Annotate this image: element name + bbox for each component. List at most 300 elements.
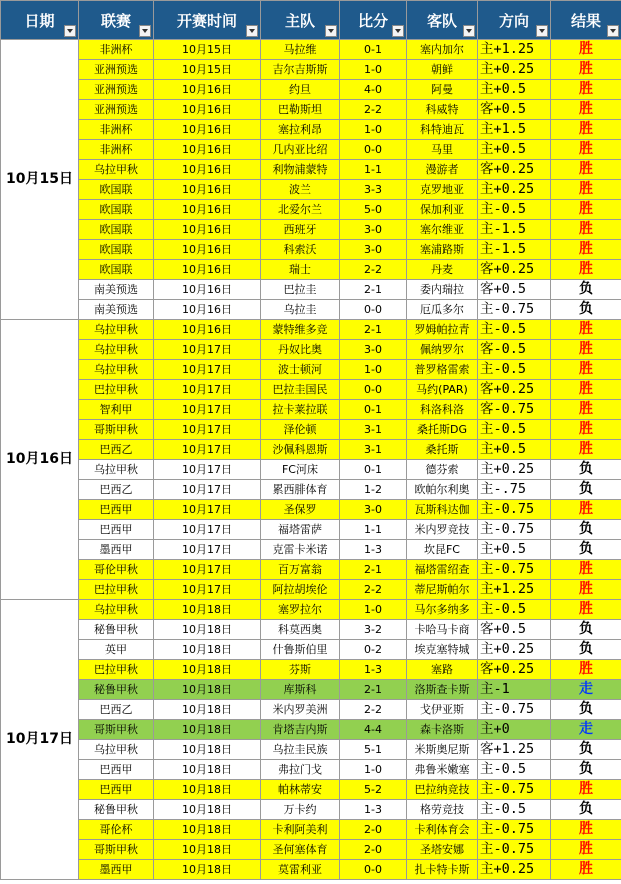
cell-home: 百万富翁	[261, 560, 340, 580]
cell-time: 10月16日	[154, 240, 261, 260]
cell-direction: 主-1.5	[478, 220, 551, 240]
table-row	[1, 700, 621, 720]
cell-time: 10月16日	[154, 100, 261, 120]
cell-league: 哥斯甲秋	[79, 720, 154, 740]
filter-dropdown-icon[interactable]	[325, 25, 337, 37]
cell-time: 10月18日	[154, 800, 261, 820]
header-row	[1, 1, 621, 40]
cell-away: 塞浦路斯	[407, 240, 478, 260]
cell-score: 2-0	[340, 820, 407, 840]
cell-home: 帕林蒂安	[261, 780, 340, 800]
cell-home: 北爱尔兰	[261, 200, 340, 220]
cell-league: 亚洲预选	[79, 80, 154, 100]
table-row	[1, 420, 621, 440]
table-row	[1, 460, 621, 480]
cell-score: 1-2	[340, 480, 407, 500]
cell-league: 欧国联	[79, 180, 154, 200]
table-row	[1, 440, 621, 460]
cell-score: 1-1	[340, 160, 407, 180]
cell-away: 委内瑞拉	[407, 280, 478, 300]
cell-score: 1-0	[340, 760, 407, 780]
cell-home: 瑞士	[261, 260, 340, 280]
cell-time: 10月18日	[154, 640, 261, 660]
cell-time: 10月16日	[154, 220, 261, 240]
cell-result: 胜	[551, 600, 621, 620]
cell-away: 塞路	[407, 660, 478, 680]
cell-away: 漫游者	[407, 160, 478, 180]
cell-home: 福塔雷萨	[261, 520, 340, 540]
table-row	[1, 120, 621, 140]
cell-score: 3-1	[340, 420, 407, 440]
cell-time: 10月16日	[154, 320, 261, 340]
cell-result: 胜	[551, 820, 621, 840]
cell-direction: 客+0.25	[478, 380, 551, 400]
cell-direction: 主-0.75	[478, 500, 551, 520]
cell-result: 胜	[551, 660, 621, 680]
cell-direction: 主-0.5	[478, 200, 551, 220]
cell-home: 阿拉胡埃伦	[261, 580, 340, 600]
cell-result: 胜	[551, 360, 621, 380]
cell-score: 5-2	[340, 780, 407, 800]
cell-result: 负	[551, 540, 621, 560]
cell-league: 哥伦甲秋	[79, 560, 154, 580]
cell-league: 巴拉甲秋	[79, 580, 154, 600]
cell-home: 几内亚比绍	[261, 140, 340, 160]
cell-result: 胜	[551, 160, 621, 180]
cell-score: 4-0	[340, 80, 407, 100]
header-date: 日期	[1, 1, 79, 40]
cell-result: 胜	[551, 780, 621, 800]
cell-direction: 主+0.5	[478, 540, 551, 560]
cell-league: 亚洲预选	[79, 100, 154, 120]
cell-direction: 主-0.5	[478, 420, 551, 440]
cell-away: 圣塔安娜	[407, 840, 478, 860]
cell-direction: 主-0.75	[478, 780, 551, 800]
cell-league: 墨西甲	[79, 860, 154, 880]
cell-league: 乌拉甲秋	[79, 360, 154, 380]
cell-league: 乌拉甲秋	[79, 740, 154, 760]
cell-time: 10月18日	[154, 660, 261, 680]
table-row	[1, 360, 621, 380]
cell-score: 3-0	[340, 500, 407, 520]
cell-home: 拉卡莱拉联	[261, 400, 340, 420]
cell-date: 10月15日	[1, 40, 79, 320]
cell-result: 胜	[551, 320, 621, 340]
cell-result: 负	[551, 300, 621, 320]
header-direction: 方向	[478, 1, 551, 40]
table-row	[1, 680, 621, 700]
cell-home: 米内罗美洲	[261, 700, 340, 720]
cell-time: 10月16日	[154, 120, 261, 140]
cell-away: 洛斯查卡斯	[407, 680, 478, 700]
cell-home: 弗拉门戈	[261, 760, 340, 780]
cell-time: 10月17日	[154, 460, 261, 480]
cell-league: 乌拉甲秋	[79, 340, 154, 360]
cell-home: 吉尔吉斯斯	[261, 60, 340, 80]
cell-away: 塞尔维亚	[407, 220, 478, 240]
table-row	[1, 240, 621, 260]
cell-away: 塞内加尔	[407, 40, 478, 60]
cell-away: 厄瓜多尔	[407, 300, 478, 320]
cell-league: 秘鲁甲秋	[79, 680, 154, 700]
header-time: 开赛时间	[154, 1, 261, 40]
cell-direction: 客-0.75	[478, 400, 551, 420]
cell-result: 胜	[551, 500, 621, 520]
cell-home: 泽伦顿	[261, 420, 340, 440]
cell-away: 科洛科洛	[407, 400, 478, 420]
cell-away: 卡哈马卡商	[407, 620, 478, 640]
filter-dropdown-icon[interactable]	[463, 25, 475, 37]
cell-league: 乌拉甲秋	[79, 600, 154, 620]
cell-time: 10月16日	[154, 80, 261, 100]
table-row	[1, 520, 621, 540]
header-away: 客队	[407, 1, 478, 40]
cell-away: 蒂尼斯帕尔	[407, 580, 478, 600]
cell-home: 万卡约	[261, 800, 340, 820]
cell-home: 巴拉圭国民	[261, 380, 340, 400]
cell-score: 0-0	[340, 140, 407, 160]
cell-direction: 主+0.25	[478, 180, 551, 200]
cell-league: 亚洲预选	[79, 60, 154, 80]
cell-home: 巴勒斯坦	[261, 100, 340, 120]
cell-time: 10月18日	[154, 720, 261, 740]
cell-away: 格劳竞技	[407, 800, 478, 820]
table-row	[1, 160, 621, 180]
cell-home: 巴拉圭	[261, 280, 340, 300]
table-row	[1, 280, 621, 300]
table-row	[1, 60, 621, 80]
cell-score: 2-2	[340, 100, 407, 120]
cell-result: 胜	[551, 380, 621, 400]
cell-score: 1-1	[340, 520, 407, 540]
cell-score: 0-1	[340, 460, 407, 480]
cell-away: 瓦斯科达伽	[407, 500, 478, 520]
cell-direction: 主+0.5	[478, 140, 551, 160]
filter-dropdown-icon[interactable]	[536, 25, 548, 37]
cell-league: 巴拉甲秋	[79, 380, 154, 400]
cell-direction: 主-0.75	[478, 820, 551, 840]
cell-away: 朝鲜	[407, 60, 478, 80]
cell-result: 负	[551, 800, 621, 820]
cell-score: 1-0	[340, 600, 407, 620]
cell-home: 什鲁斯伯里	[261, 640, 340, 660]
cell-league: 乌拉甲秋	[79, 160, 154, 180]
cell-date: 10月17日	[1, 600, 79, 880]
cell-league: 南美预选	[79, 280, 154, 300]
cell-direction: 主+0.25	[478, 640, 551, 660]
cell-home: 肯塔吉内斯	[261, 720, 340, 740]
cell-away: 马约(PAR)	[407, 380, 478, 400]
cell-time: 10月18日	[154, 620, 261, 640]
table-row	[1, 820, 621, 840]
cell-time: 10月16日	[154, 260, 261, 280]
filter-dropdown-icon[interactable]	[246, 25, 258, 37]
cell-score: 2-1	[340, 680, 407, 700]
table-row	[1, 540, 621, 560]
cell-result: 胜	[551, 560, 621, 580]
cell-home: FC河床	[261, 460, 340, 480]
cell-home: 约旦	[261, 80, 340, 100]
table-row	[1, 40, 621, 60]
cell-direction: 主+0.5	[478, 80, 551, 100]
cell-time: 10月17日	[154, 360, 261, 380]
cell-home: 芬斯	[261, 660, 340, 680]
table-row	[1, 320, 621, 340]
cell-direction: 主-0.5	[478, 320, 551, 340]
cell-direction: 主-0.75	[478, 700, 551, 720]
cell-direction: 主+0.5	[478, 440, 551, 460]
cell-time: 10月15日	[154, 40, 261, 60]
cell-away: 科特迪瓦	[407, 120, 478, 140]
cell-direction: 主-1	[478, 680, 551, 700]
cell-away: 罗姆帕拉青	[407, 320, 478, 340]
table-row	[1, 340, 621, 360]
cell-direction: 主-.75	[478, 480, 551, 500]
cell-result: 胜	[551, 440, 621, 460]
table-row	[1, 780, 621, 800]
cell-time: 10月18日	[154, 680, 261, 700]
cell-home: 卡利阿美利	[261, 820, 340, 840]
cell-direction: 客+0.25	[478, 260, 551, 280]
cell-score: 3-0	[340, 220, 407, 240]
cell-home: 西班牙	[261, 220, 340, 240]
cell-result: 负	[551, 700, 621, 720]
cell-time: 10月18日	[154, 600, 261, 620]
cell-home: 塞拉利昂	[261, 120, 340, 140]
cell-result: 负	[551, 460, 621, 480]
table-row	[1, 600, 621, 620]
cell-result: 胜	[551, 40, 621, 60]
table-row	[1, 620, 621, 640]
cell-home: 蒙特维多竞	[261, 320, 340, 340]
cell-score: 1-0	[340, 60, 407, 80]
cell-away: 普罗格雷索	[407, 360, 478, 380]
cell-time: 10月16日	[154, 280, 261, 300]
cell-league: 南美预选	[79, 300, 154, 320]
cell-score: 3-2	[340, 620, 407, 640]
cell-home: 丹奴比奥	[261, 340, 340, 360]
cell-away: 坎昆FC	[407, 540, 478, 560]
cell-league: 巴西乙	[79, 480, 154, 500]
table-row	[1, 100, 621, 120]
cell-result: 走	[551, 720, 621, 740]
cell-time: 10月18日	[154, 760, 261, 780]
cell-direction: 主+1.5	[478, 120, 551, 140]
cell-score: 2-0	[340, 840, 407, 860]
cell-league: 欧国联	[79, 240, 154, 260]
cell-direction: 主-0.75	[478, 520, 551, 540]
filter-dropdown-icon[interactable]	[139, 25, 151, 37]
cell-result: 负	[551, 520, 621, 540]
cell-result: 胜	[551, 860, 621, 880]
cell-time: 10月17日	[154, 540, 261, 560]
cell-direction: 客+0.5	[478, 100, 551, 120]
table-row	[1, 400, 621, 420]
cell-league: 巴西甲	[79, 500, 154, 520]
cell-away: 马里	[407, 140, 478, 160]
cell-league: 欧国联	[79, 220, 154, 240]
cell-score: 0-2	[340, 640, 407, 660]
cell-time: 10月17日	[154, 340, 261, 360]
table-row	[1, 800, 621, 820]
cell-direction: 主-0.75	[478, 560, 551, 580]
cell-home: 圣何塞体育	[261, 840, 340, 860]
cell-time: 10月17日	[154, 520, 261, 540]
cell-score: 2-2	[340, 700, 407, 720]
cell-league: 巴拉甲秋	[79, 660, 154, 680]
cell-direction: 客+0.5	[478, 620, 551, 640]
table-row	[1, 580, 621, 600]
header-score: 比分	[340, 1, 407, 40]
cell-time: 10月16日	[154, 180, 261, 200]
cell-time: 10月15日	[154, 60, 261, 80]
cell-time: 10月17日	[154, 480, 261, 500]
cell-result: 负	[551, 480, 621, 500]
cell-score: 3-1	[340, 440, 407, 460]
cell-result: 胜	[551, 180, 621, 200]
cell-time: 10月16日	[154, 160, 261, 180]
cell-direction: 主+0.25	[478, 460, 551, 480]
cell-home: 累西腓体育	[261, 480, 340, 500]
cell-direction: 主-0.5	[478, 760, 551, 780]
cell-direction: 主-0.75	[478, 840, 551, 860]
table-row	[1, 840, 621, 860]
cell-score: 5-1	[340, 740, 407, 760]
cell-away: 欧帕尔利奥	[407, 480, 478, 500]
table-row	[1, 260, 621, 280]
cell-home: 波兰	[261, 180, 340, 200]
table-row	[1, 380, 621, 400]
cell-away: 扎卡特卡斯	[407, 860, 478, 880]
table-row	[1, 740, 621, 760]
cell-league: 智利甲	[79, 400, 154, 420]
cell-away: 德芬索	[407, 460, 478, 480]
cell-home: 波士顿河	[261, 360, 340, 380]
cell-league: 巴西乙	[79, 440, 154, 460]
cell-direction: 主+0.25	[478, 60, 551, 80]
cell-time: 10月18日	[154, 700, 261, 720]
cell-league: 巴西乙	[79, 700, 154, 720]
cell-league: 哥伦杯	[79, 820, 154, 840]
cell-score: 0-0	[340, 860, 407, 880]
cell-score: 3-0	[340, 240, 407, 260]
filter-dropdown-icon[interactable]	[607, 25, 619, 37]
cell-league: 非洲杯	[79, 120, 154, 140]
table-row	[1, 220, 621, 240]
cell-result: 胜	[551, 400, 621, 420]
cell-result: 胜	[551, 100, 621, 120]
cell-score: 2-1	[340, 560, 407, 580]
table-row	[1, 200, 621, 220]
cell-score: 3-0	[340, 340, 407, 360]
cell-away: 克罗地亚	[407, 180, 478, 200]
cell-time: 10月17日	[154, 420, 261, 440]
cell-league: 英甲	[79, 640, 154, 660]
cell-time: 10月17日	[154, 560, 261, 580]
cell-time: 10月16日	[154, 140, 261, 160]
cell-score: 1-0	[340, 360, 407, 380]
filter-dropdown-icon[interactable]	[392, 25, 404, 37]
cell-league: 乌拉甲秋	[79, 320, 154, 340]
cell-league: 非洲杯	[79, 140, 154, 160]
cell-result: 胜	[551, 220, 621, 240]
cell-home: 乌拉圭民族	[261, 740, 340, 760]
cell-home: 科莫西奥	[261, 620, 340, 640]
cell-direction: 主+1.25	[478, 40, 551, 60]
cell-direction: 客+0.25	[478, 160, 551, 180]
header-result: 结果	[551, 1, 621, 40]
cell-result: 胜	[551, 240, 621, 260]
cell-result: 负	[551, 760, 621, 780]
cell-league: 巴西甲	[79, 760, 154, 780]
cell-league: 秘鲁甲秋	[79, 620, 154, 640]
cell-direction: 客+0.5	[478, 280, 551, 300]
cell-away: 保加利亚	[407, 200, 478, 220]
filter-dropdown-icon[interactable]	[64, 25, 76, 37]
cell-score: 1-0	[340, 120, 407, 140]
cell-result: 胜	[551, 260, 621, 280]
table-row	[1, 660, 621, 680]
cell-away: 米斯奥尼斯	[407, 740, 478, 760]
cell-time: 10月18日	[154, 840, 261, 860]
cell-direction: 主-0.5	[478, 800, 551, 820]
table-row	[1, 500, 621, 520]
cell-score: 2-2	[340, 580, 407, 600]
cell-score: 1-3	[340, 800, 407, 820]
cell-home: 克雷卡米诺	[261, 540, 340, 560]
cell-score: 4-4	[340, 720, 407, 740]
cell-league: 哥斯甲秋	[79, 420, 154, 440]
cell-result: 胜	[551, 420, 621, 440]
cell-direction: 主-0.5	[478, 600, 551, 620]
cell-away: 桑托斯	[407, 440, 478, 460]
table-row	[1, 480, 621, 500]
table-row	[1, 180, 621, 200]
cell-away: 阿曼	[407, 80, 478, 100]
cell-time: 10月18日	[154, 780, 261, 800]
cell-direction: 主-0.5	[478, 360, 551, 380]
cell-score: 0-0	[340, 300, 407, 320]
header-league: 联赛	[79, 1, 154, 40]
cell-time: 10月17日	[154, 400, 261, 420]
cell-home: 库斯科	[261, 680, 340, 700]
cell-home: 塞罗拉尔	[261, 600, 340, 620]
cell-direction: 主+0.25	[478, 860, 551, 880]
cell-away: 佩纳罗尔	[407, 340, 478, 360]
cell-time: 10月16日	[154, 200, 261, 220]
table-row	[1, 140, 621, 160]
cell-result: 负	[551, 640, 621, 660]
cell-away: 巴拉纳竞技	[407, 780, 478, 800]
cell-result: 胜	[551, 200, 621, 220]
cell-away: 戈伊亚斯	[407, 700, 478, 720]
cell-result: 胜	[551, 60, 621, 80]
cell-away: 科威特	[407, 100, 478, 120]
cell-home: 科索沃	[261, 240, 340, 260]
cell-result: 胜	[551, 840, 621, 860]
cell-league: 秘鲁甲秋	[79, 800, 154, 820]
cell-result: 胜	[551, 80, 621, 100]
cell-time: 10月17日	[154, 500, 261, 520]
cell-home: 莫雷利亚	[261, 860, 340, 880]
cell-time: 10月17日	[154, 380, 261, 400]
cell-home: 马拉维	[261, 40, 340, 60]
cell-result: 负	[551, 620, 621, 640]
cell-score: 1-3	[340, 660, 407, 680]
cell-score: 3-3	[340, 180, 407, 200]
cell-time: 10月18日	[154, 860, 261, 880]
cell-score: 0-0	[340, 380, 407, 400]
